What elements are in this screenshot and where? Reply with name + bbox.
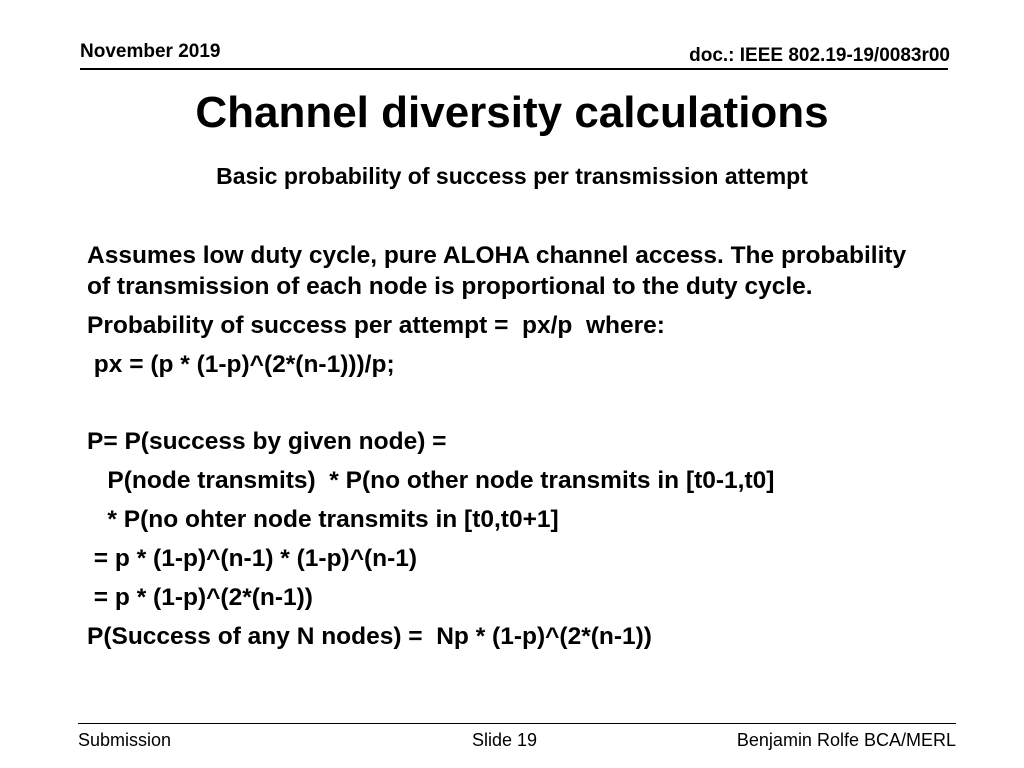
- body-line-p-definition: P= P(success by given node) =: [87, 428, 447, 455]
- body-line-expansion: = p * (1-p)^(n-1) * (1-p)^(n-1): [87, 545, 418, 572]
- body-line-px-formula: px = (p * (1-p)^(2*(n-1)))/p;: [87, 351, 395, 378]
- body-line-node-transmits: P(node transmits) * P(no other node transmits in [t0-1,t0]: [87, 467, 775, 494]
- header-divider: [80, 68, 948, 70]
- slide-body: [87, 240, 947, 652]
- footer-submission: Submission: [78, 730, 172, 750]
- slide-subtitle: Basic probability of success per transmission attempt: [216, 163, 808, 189]
- body-paragraph: Assumes low duty cycle, pure ALOHA channel access. The probability of transmission of each node is proportional to the duty cycle.: [87, 242, 907, 300]
- header-doc-id: doc.: IEEE 802.19-19/0083r00: [689, 45, 950, 66]
- body-line-any-n-nodes: P(Success of any N nodes) = Np * (1-p)^(2*(n-1)): [87, 623, 652, 650]
- body-line-no-other-node: * P(no ohter node transmits in [t0,t0+1]: [87, 506, 559, 533]
- body-line-success-per-attempt: Probability of success per attempt = px/p where:: [87, 312, 665, 339]
- footer-slide-number: Slide 19: [472, 730, 538, 750]
- body-line-simplified: = p * (1-p)^(2*(n-1)): [87, 584, 313, 611]
- footer-divider: [78, 723, 956, 724]
- header-date: November 2019: [80, 41, 221, 62]
- slide-title: Channel diversity calculations: [195, 88, 829, 137]
- footer-author: Benjamin Rolfe BCA/MERL: [736, 730, 956, 750]
